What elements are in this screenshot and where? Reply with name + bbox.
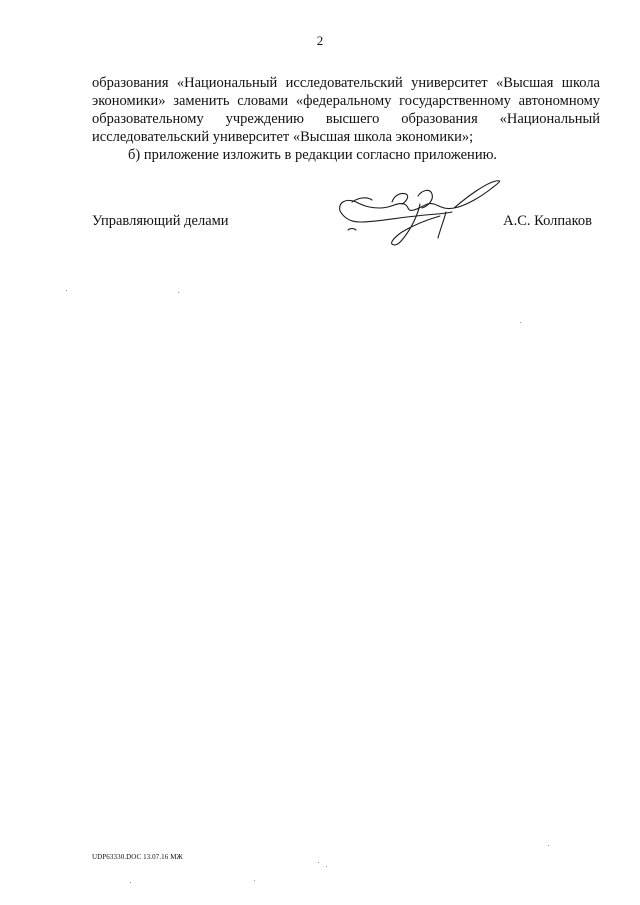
scan-speck xyxy=(130,882,131,883)
signer-title: Управляющий делами xyxy=(92,213,229,229)
page-number: 2 xyxy=(316,33,324,48)
document-body xyxy=(92,74,600,164)
scan-speck xyxy=(178,292,179,293)
document-footer-code: UDP63330.DOC 13.07.16 MЖ xyxy=(92,853,183,861)
scan-speck xyxy=(318,862,319,863)
paragraph-item-b: б) приложение изложить в редакции согласно приложению. xyxy=(128,147,498,163)
scan-speck xyxy=(254,880,255,881)
paragraph-continuation: образования «Национальный исследовательский университет «Высшая школа экономики» заменить словами «федеральному государственному автономному образовательному учреждению высшего образования «Национальный исследовательский университет «Высшая школа экономики»; xyxy=(92,75,600,145)
scan-speck xyxy=(66,290,67,291)
scan-speck xyxy=(548,845,549,846)
scan-speck xyxy=(326,866,327,867)
signer-name: А.С. Колпаков xyxy=(503,213,592,229)
handwritten-signature xyxy=(336,178,506,250)
scan-speck xyxy=(520,322,521,323)
